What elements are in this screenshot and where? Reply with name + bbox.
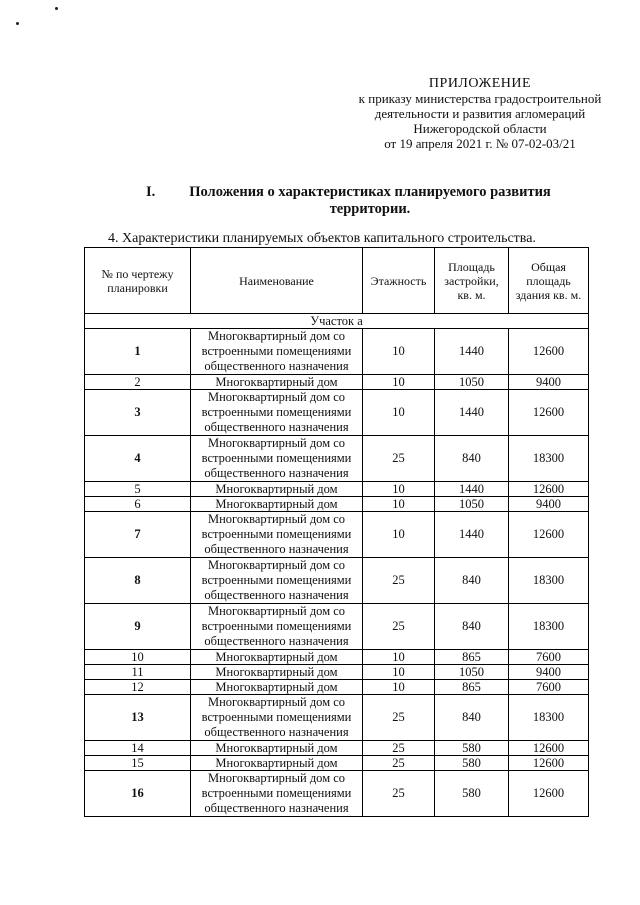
cell-floors: 10 bbox=[363, 390, 435, 436]
table-row bbox=[85, 741, 589, 756]
cell-area-total: 18300 bbox=[509, 558, 589, 604]
cell-floors: 25 bbox=[363, 604, 435, 650]
table-row bbox=[85, 436, 589, 482]
cell-num: 13 bbox=[85, 695, 191, 741]
table-caption: 4. Характеристики планируемых объектов капитального строительства. bbox=[108, 231, 536, 246]
cell-floors: 10 bbox=[363, 329, 435, 375]
appendix-line-1: к приказу министерства градостроительной bbox=[358, 91, 602, 106]
cell-num: 3 bbox=[85, 390, 191, 436]
cell-name: Многоквартирный дом со встроенными помещениями общественного назначения bbox=[191, 771, 363, 817]
cell-name: Многоквартирный дом со встроенными помещениями общественного назначения bbox=[191, 558, 363, 604]
cell-num: 12 bbox=[85, 680, 191, 695]
site-label: Участок а bbox=[85, 314, 589, 329]
cell-area-built: 865 bbox=[435, 650, 509, 665]
cell-name: Многоквартирный дом bbox=[191, 756, 363, 771]
cell-area-total: 7600 bbox=[509, 680, 589, 695]
cell-num: 9 bbox=[85, 604, 191, 650]
section-heading bbox=[140, 184, 580, 218]
cell-name: Многоквартирный дом со встроенными помещениями общественного назначения bbox=[191, 436, 363, 482]
cell-area-built: 865 bbox=[435, 680, 509, 695]
cell-area-total: 12600 bbox=[509, 512, 589, 558]
header-name: Наименование bbox=[191, 248, 363, 314]
cell-name: Многоквартирный дом со встроенными помещениями общественного назначения bbox=[191, 604, 363, 650]
cell-name: Многоквартирный дом со встроенными помещениями общественного назначения bbox=[191, 329, 363, 375]
cell-name: Многоквартирный дом bbox=[191, 482, 363, 497]
cell-name: Многоквартирный дом bbox=[191, 650, 363, 665]
cell-floors: 10 bbox=[363, 497, 435, 512]
cell-num: 1 bbox=[85, 329, 191, 375]
header-area-built: Площадь застройки, кв. м. bbox=[435, 248, 509, 314]
cell-num: 10 bbox=[85, 650, 191, 665]
cell-area-built: 580 bbox=[435, 741, 509, 756]
table-row bbox=[85, 512, 589, 558]
table-row bbox=[85, 680, 589, 695]
cell-area-total: 9400 bbox=[509, 497, 589, 512]
cell-floors: 10 bbox=[363, 680, 435, 695]
site-row bbox=[85, 314, 589, 329]
scan-speck-left bbox=[16, 22, 19, 25]
cell-area-total: 12600 bbox=[509, 329, 589, 375]
cell-area-built: 840 bbox=[435, 604, 509, 650]
cell-area-total: 12600 bbox=[509, 390, 589, 436]
cell-area-built: 840 bbox=[435, 695, 509, 741]
cell-floors: 25 bbox=[363, 436, 435, 482]
cell-name: Многоквартирный дом со встроенными помещениями общественного назначения bbox=[191, 390, 363, 436]
cell-floors: 10 bbox=[363, 665, 435, 680]
table-row bbox=[85, 650, 589, 665]
cell-area-built: 1050 bbox=[435, 375, 509, 390]
cell-area-total: 9400 bbox=[509, 375, 589, 390]
cell-num: 7 bbox=[85, 512, 191, 558]
table-row bbox=[85, 695, 589, 741]
cell-area-built: 1050 bbox=[435, 665, 509, 680]
cell-num: 4 bbox=[85, 436, 191, 482]
cell-floors: 25 bbox=[363, 558, 435, 604]
table-row bbox=[85, 390, 589, 436]
table-row bbox=[85, 756, 589, 771]
cell-area-built: 1440 bbox=[435, 512, 509, 558]
header-num: № по чертежу планировки bbox=[85, 248, 191, 314]
cell-num: 6 bbox=[85, 497, 191, 512]
appendix-line-2: деятельности и развития агломераций bbox=[374, 106, 586, 121]
cell-area-total: 12600 bbox=[509, 741, 589, 756]
section-number: I. bbox=[146, 184, 156, 200]
cell-name: Многоквартирный дом bbox=[191, 680, 363, 695]
appendix-block bbox=[330, 76, 630, 151]
cell-area-total: 12600 bbox=[509, 771, 589, 817]
table-row bbox=[85, 482, 589, 497]
cell-num: 5 bbox=[85, 482, 191, 497]
scan-speck-right bbox=[55, 7, 58, 10]
objects-table bbox=[84, 247, 589, 817]
cell-num: 2 bbox=[85, 375, 191, 390]
appendix-heading: ПРИЛОЖЕНИЕ bbox=[428, 76, 532, 91]
cell-floors: 25 bbox=[363, 756, 435, 771]
cell-area-built: 580 bbox=[435, 756, 509, 771]
table-row bbox=[85, 375, 589, 390]
cell-floors: 25 bbox=[363, 695, 435, 741]
cell-floors: 10 bbox=[363, 512, 435, 558]
cell-num: 15 bbox=[85, 756, 191, 771]
header-floors: Этажность bbox=[363, 248, 435, 314]
cell-num: 11 bbox=[85, 665, 191, 680]
cell-area-built: 1440 bbox=[435, 482, 509, 497]
cell-area-built: 1440 bbox=[435, 329, 509, 375]
cell-name: Многоквартирный дом bbox=[191, 665, 363, 680]
cell-area-total: 18300 bbox=[509, 695, 589, 741]
cell-floors: 10 bbox=[363, 375, 435, 390]
cell-area-total: 7600 bbox=[509, 650, 589, 665]
cell-area-built: 840 bbox=[435, 558, 509, 604]
table-row bbox=[85, 604, 589, 650]
cell-area-built: 1050 bbox=[435, 497, 509, 512]
cell-area-total: 18300 bbox=[509, 604, 589, 650]
appendix-line-4: от 19 апреля 2021 г. № 07-02-03/21 bbox=[384, 136, 576, 151]
cell-num: 16 bbox=[85, 771, 191, 817]
appendix-line-3: Нижегородской области bbox=[413, 121, 547, 136]
cell-num: 8 bbox=[85, 558, 191, 604]
cell-floors: 10 bbox=[363, 650, 435, 665]
cell-name: Многоквартирный дом bbox=[191, 375, 363, 390]
cell-name: Многоквартирный дом со встроенными помещениями общественного назначения bbox=[191, 512, 363, 558]
cell-area-total: 9400 bbox=[509, 665, 589, 680]
section-title: Положения о характеристиках планируемого развития территории. bbox=[189, 184, 551, 217]
cell-name: Многоквартирный дом со встроенными помещениями общественного назначения bbox=[191, 695, 363, 741]
cell-area-total: 12600 bbox=[509, 482, 589, 497]
cell-floors: 25 bbox=[363, 741, 435, 756]
cell-area-total: 18300 bbox=[509, 436, 589, 482]
header-area-total: Общая площадь здания кв. м. bbox=[509, 248, 589, 314]
cell-area-built: 1440 bbox=[435, 390, 509, 436]
cell-area-built: 840 bbox=[435, 436, 509, 482]
cell-area-built: 580 bbox=[435, 771, 509, 817]
table-row bbox=[85, 771, 589, 817]
cell-floors: 25 bbox=[363, 771, 435, 817]
cell-area-total: 12600 bbox=[509, 756, 589, 771]
cell-num: 14 bbox=[85, 741, 191, 756]
cell-name: Многоквартирный дом bbox=[191, 741, 363, 756]
cell-name: Многоквартирный дом bbox=[191, 497, 363, 512]
cell-floors: 10 bbox=[363, 482, 435, 497]
table-row bbox=[85, 329, 589, 375]
table-row bbox=[85, 497, 589, 512]
table-row bbox=[85, 558, 589, 604]
table-header-row bbox=[85, 248, 589, 314]
table-row bbox=[85, 665, 589, 680]
